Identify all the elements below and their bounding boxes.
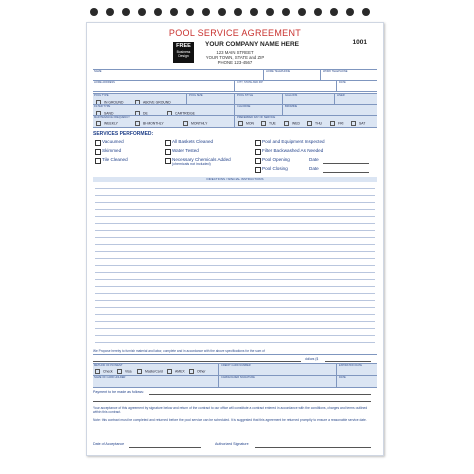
option-label: SAND [104, 110, 114, 115]
option-wed[interactable] [284, 121, 300, 126]
option-label: MONTHLY [191, 121, 208, 126]
option-label: BI-MONTHLY [143, 121, 164, 126]
option-amex[interactable] [167, 369, 185, 374]
proposal-text: We Propose hereby to furnish material and labor, complete and in accordance with the above specifications for the sum of [93, 349, 265, 353]
checkbox-pool-opening[interactable] [255, 158, 261, 164]
rule [95, 258, 375, 259]
service-water-tested: Water Tested [172, 147, 199, 153]
service-equipment-inspected: Pool and Equipment Inspected [262, 138, 325, 144]
binding-hole [170, 8, 178, 16]
binding-hole [90, 8, 98, 16]
dollars-label: dollars ($ [305, 357, 319, 361]
payment-date-label: DATE [339, 375, 346, 379]
field-home-address-label: HOME ADDRESS [94, 80, 115, 84]
company-name: YOUR COMPANY NAME HERE [205, 41, 300, 48]
divider [282, 93, 283, 104]
option-weekly[interactable] [96, 121, 118, 126]
form-sheet [86, 22, 384, 456]
option-visa[interactable] [117, 369, 132, 374]
service-chemicals-added: Necessary Chemicals Added [172, 156, 231, 162]
service-vacuumed: Vacuumed [102, 138, 124, 144]
field-city-state-zip-label: CITY, STATE AND ZIP [237, 80, 263, 84]
date-of-acceptance-field[interactable] [129, 447, 201, 448]
service-tile-cleaned: Tile Cleaned [102, 156, 128, 162]
logo-line-1: FREE [176, 43, 191, 49]
divider [320, 69, 321, 80]
name-on-card-label: NAME OF CARD HOLDER [94, 375, 126, 379]
field-bromine-label: BROMINE [285, 104, 298, 108]
option-tue[interactable] [261, 121, 276, 126]
option-label: WEEKLY [104, 121, 118, 126]
checkbox-water-tested[interactable] [165, 149, 171, 155]
field-gallons-label: GALLONS [285, 93, 298, 97]
rule [95, 265, 375, 266]
binding-hole [234, 8, 242, 16]
option-label: DE [143, 110, 148, 115]
binding-hole [202, 8, 210, 16]
option-fri[interactable] [330, 121, 343, 126]
rule [95, 272, 375, 273]
divider [218, 375, 219, 387]
authorized-signature-label: Authorized Signature [215, 442, 249, 446]
divider [263, 69, 264, 80]
dollars-field[interactable] [325, 361, 371, 362]
option-mastercard[interactable] [137, 369, 163, 374]
service-chemicals-note: (chemicals not included) [172, 162, 211, 166]
binding-hole [298, 8, 306, 16]
rule [95, 328, 375, 329]
payment-terms-label: Payment to be made as follows: [93, 390, 144, 394]
checkbox-chemicals-added[interactable] [165, 158, 171, 164]
pool-closing-date-field[interactable] [323, 172, 369, 173]
rule [95, 307, 375, 308]
binding-hole [186, 8, 194, 16]
binding-hole [138, 8, 146, 16]
field-pool-style-label: POOL STYLE [237, 93, 254, 97]
pool-closing-date-label: Date [309, 165, 319, 171]
company-phone: PHONE 123-4567 [217, 60, 253, 65]
option-monthly[interactable] [183, 121, 207, 126]
rule [93, 127, 377, 128]
rule [95, 286, 375, 287]
field-preferred-day-label: PREFERRED DAY OF SERVICE [237, 115, 276, 119]
rule [95, 223, 375, 224]
form-title: POOL SERVICE AGREEMENT [168, 28, 302, 38]
option-other[interactable] [189, 369, 205, 374]
payment-terms-field[interactable] [149, 394, 371, 395]
service-pool-opening: Pool Opening [262, 156, 290, 162]
binding-hole [218, 8, 226, 16]
binding-hole [266, 8, 274, 16]
option-label: TUE [269, 121, 276, 126]
rule [95, 342, 375, 343]
pool-opening-date-label: Date [309, 156, 319, 162]
checkbox-tile-cleaned[interactable] [95, 158, 101, 164]
rule [93, 115, 377, 116]
cardholder-signature-label: CARDHOLDER SIGNATURE [221, 375, 255, 379]
option-label: Check [103, 369, 113, 374]
checkbox-skimmed[interactable] [95, 149, 101, 155]
binding-hole [362, 8, 370, 16]
binding-hole [250, 8, 258, 16]
service-filter-backwashed: Filter Backwashed As Needed [262, 147, 324, 153]
divider [234, 115, 235, 127]
divider [336, 80, 337, 91]
option-label: MON [246, 121, 254, 126]
field-work-telephone-label: WORK TELEPHONE [323, 69, 348, 73]
rule [95, 293, 375, 294]
option-label: CARTRIDGE [175, 110, 195, 115]
option-label: SAT [359, 121, 366, 126]
field-pool-size-label: POOL SIZE [189, 93, 203, 97]
divider [186, 93, 187, 104]
card-number-label: CREDIT CARD NUMBER [221, 363, 251, 367]
date-of-acceptance-label: Date of Acceptance [93, 442, 125, 446]
form-number: 1001 [352, 39, 367, 46]
binding-hole [346, 8, 354, 16]
option-label: WED [292, 121, 300, 126]
field-name-label: NAME [94, 69, 102, 73]
option-sat[interactable] [351, 121, 365, 126]
field-pool-type-label: POOL TYPE [94, 93, 109, 97]
authorized-signature-field[interactable] [255, 447, 371, 448]
option-bi-monthly[interactable] [135, 121, 164, 126]
rule [95, 279, 375, 280]
field-home-telephone-label: HOME TELEPHONE [266, 69, 291, 73]
rule [95, 237, 375, 238]
service-baskets-cleaned: All Baskets Cleaned [172, 138, 214, 144]
field-chlorine-label: CHLORINE [237, 104, 251, 108]
rule [95, 202, 375, 203]
expiration-label: EXPIRATION DATE [339, 363, 362, 367]
field-maintenance-frequency-label: MAINTENANCE FREQUENCY [94, 115, 130, 119]
acceptance-text: Your acceptance of this agreement by signature below and return of the contract to our office will constitute a contract entered in accordance with the conditions, charges and terms outlined within this contract. [93, 406, 368, 414]
option-label: THU [315, 121, 322, 126]
checkbox-vacuumed[interactable] [95, 140, 101, 146]
rule [93, 104, 377, 105]
binding-hole [122, 8, 130, 16]
binding-hole [282, 8, 290, 16]
divider [336, 375, 337, 387]
rule [95, 300, 375, 301]
field-date-label: DATE [339, 80, 346, 84]
rule [93, 91, 377, 92]
divider [234, 80, 235, 91]
services-heading: SERVICES PERFORMED: [93, 131, 154, 137]
checkbox-equipment-inspected[interactable] [255, 140, 261, 146]
rule [95, 216, 375, 217]
divider [282, 104, 283, 115]
rule [93, 387, 377, 388]
payment-terms-field-2[interactable] [93, 401, 371, 402]
note-text: Note: this contract must be completed and returned before the pool service can be scheduled. It is suggested that this agreement be returned promptly to ensure a reasonable service date. [93, 418, 367, 422]
option-label: AMEX [175, 369, 185, 374]
checkbox-baskets-cleaned[interactable] [165, 140, 171, 146]
checkbox-filter-backwashed[interactable] [255, 149, 261, 155]
company-address-1: 123 MAIN STREET [216, 50, 254, 55]
divider [234, 104, 235, 115]
logo-line-3: Design [178, 53, 189, 58]
rule [95, 251, 375, 252]
field-liner-label: LINER [337, 93, 345, 97]
option-label: IN GROUND [104, 99, 124, 104]
option-label: ABOVE GROUND [143, 99, 171, 104]
rule [95, 188, 375, 189]
rule [93, 354, 377, 355]
company-address-2: YOUR TOWN, STATE and ZIP [205, 55, 265, 60]
rule [95, 321, 375, 322]
binding-hole [106, 8, 114, 16]
method-of-payment-label: METHOD OF PAYMENT [94, 363, 123, 367]
option-mon[interactable] [238, 121, 254, 126]
rule [93, 80, 377, 81]
rule [95, 209, 375, 210]
divider [218, 363, 219, 375]
divider [334, 93, 335, 104]
rule [95, 195, 375, 196]
directions-heading: DIRECTIONS / SPECIAL INSTRUCTIONS [93, 177, 377, 182]
pool-opening-date-field[interactable] [323, 163, 369, 164]
field-filter-type-label: FILTER TYPE [94, 104, 111, 108]
divider [336, 363, 337, 375]
rule [95, 335, 375, 336]
option-label: MasterCard [145, 369, 163, 374]
rule [95, 244, 375, 245]
logo-line-2: Business [176, 50, 191, 54]
option-thu[interactable] [307, 121, 322, 126]
option-label: Other [197, 369, 206, 374]
rule [95, 314, 375, 315]
service-skimmed: Skimmed [102, 147, 122, 153]
option-label: Visa [125, 369, 132, 374]
option-label: FRI [338, 121, 344, 126]
checkbox-pool-closing[interactable] [255, 167, 261, 173]
rule [95, 230, 375, 231]
sum-field[interactable] [93, 361, 301, 362]
binding-hole [330, 8, 338, 16]
binding-hole [314, 8, 322, 16]
option-check[interactable] [95, 369, 113, 374]
service-pool-closing: Pool Closing [262, 165, 288, 171]
binding-hole [154, 8, 162, 16]
divider [234, 93, 235, 104]
